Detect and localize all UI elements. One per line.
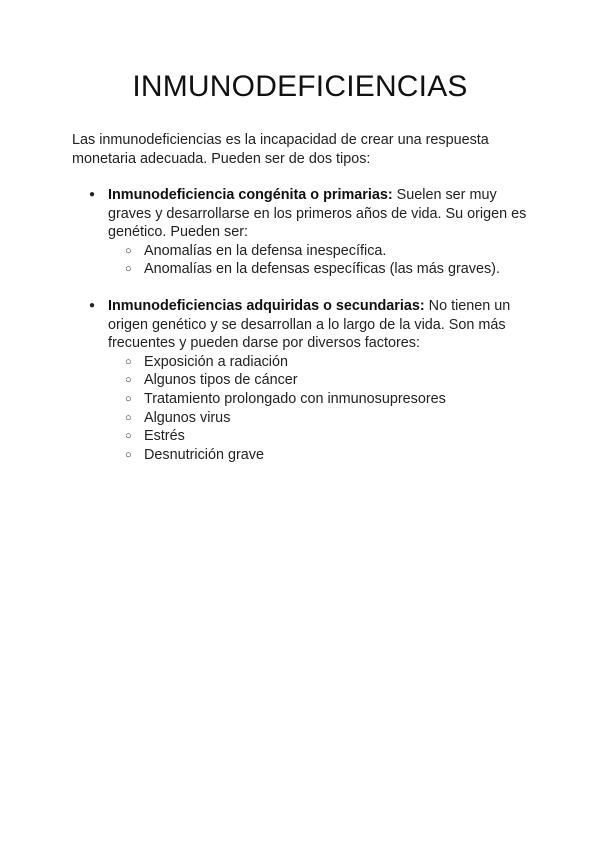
bullet-icon: ● [89,299,96,311]
bullet-icon: ● [89,189,96,200]
page-title: INMUNODEFICIENCIAS [132,70,468,103]
section-text [108,186,532,242]
hollow-bullet-icon: ○ [125,448,132,461]
section-heading: Inmunodeficiencia congénita o primarias: [108,187,393,203]
section-list [72,186,532,464]
section-description: Suelen ser muy graves y desarrollarse en los primeros años de vida. Su origen es genético. Pueden ser: [108,187,527,241]
list-item-text: Algunos tipos de cáncer [144,372,298,389]
list-item-text: Anomalías en la defensas específicas (las más graves). [144,261,500,278]
list-item [108,353,532,372]
section-acquired [72,297,532,464]
list-item [108,427,532,446]
section-heading: Inmunodeficiencias adquiridas o secundarias: [108,297,425,314]
list-item-text: Anomalías en la defensa inespecífica. [144,242,387,259]
list-item [108,446,532,465]
list-item-text: Exposición a radiación [144,353,288,370]
section-congenital [72,186,532,279]
list-item [108,390,532,409]
list-item-text: Estrés [144,428,185,445]
sub-list [108,353,532,465]
hollow-bullet-icon: ○ [125,244,132,257]
hollow-bullet-icon: ○ [125,411,132,424]
hollow-bullet-icon: ○ [125,263,132,276]
list-item-text: Desnutrición grave [144,446,264,463]
list-item [108,260,532,279]
hollow-bullet-icon: ○ [125,392,132,405]
intro-paragraph: Las inmunodeficiencias es la incapacidad de crear una respuesta monetaria adecuada. Pueden ser de dos tipos: [72,132,489,167]
sub-list [108,242,532,279]
list-item [108,409,532,428]
list-item-text: Algunos virus [144,409,231,426]
list-item [108,242,532,261]
list-item [108,371,532,390]
hollow-bullet-icon: ○ [125,355,132,368]
section-description: No tienen un origen genético y se desarrollan a lo largo de la vida. Son más frecuentes y pueden darse por diversos factores: [108,297,511,352]
hollow-bullet-icon: ○ [125,430,132,443]
hollow-bullet-icon: ○ [125,374,132,387]
list-item-text: Tratamiento prolongado con inmunosupresores [144,390,446,407]
section-text [108,297,532,353]
